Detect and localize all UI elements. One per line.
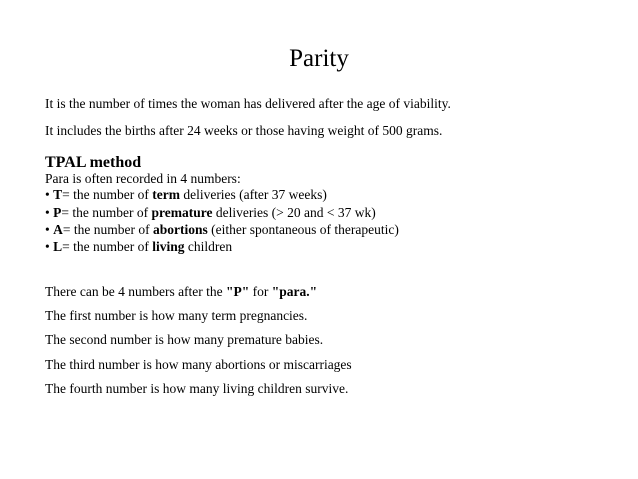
numbers-intro-text: There can be 4 numbers after the [45, 284, 227, 299]
bullet-icon: • [45, 187, 50, 202]
tpal-rest: (either spontaneous of therapeutic) [207, 222, 399, 237]
tpal-item-a [45, 222, 399, 238]
tpal-heading: TPAL method [45, 154, 142, 171]
tpal-term: living [152, 239, 185, 254]
tpal-rest: deliveries (> 20 and < 37 wk) [212, 205, 376, 220]
tpal-key: A [53, 222, 63, 237]
intro-line-2: It includes the births after 24 weeks or those having weight of 500 grams. [45, 123, 443, 138]
numbers-line-2: The second number is how many premature babies. [45, 332, 324, 347]
tpal-item-t [45, 187, 327, 203]
tpal-eq: = the number of [62, 222, 153, 237]
numbers-intro-mid: for [249, 284, 272, 299]
tpal-key: L [53, 239, 63, 254]
tpal-key: T [53, 187, 63, 202]
tpal-rest: deliveries (after 37 weeks) [179, 187, 327, 202]
tpal-eq: = the number of [61, 205, 152, 220]
bullet-icon: • [45, 239, 50, 254]
tpal-eq: = the number of [62, 239, 153, 254]
numbers-line-3: The third number is how many abortions or miscarriages [45, 357, 352, 372]
tpal-term: abortions [152, 222, 208, 237]
tpal-eq: = the number of [62, 187, 153, 202]
numbers-intro-para: "para." [271, 284, 318, 299]
numbers-intro-p: "P" [226, 284, 250, 299]
tpal-item-p [45, 205, 376, 221]
numbers-intro [45, 284, 317, 300]
tpal-term: term [152, 187, 180, 202]
intro-line-1: It is the number of times the woman has delivered after the age of viability. [45, 96, 451, 111]
numbers-line-1: The first number is how many term pregnancies. [45, 308, 308, 323]
tpal-term: premature [151, 205, 213, 220]
bullet-icon: • [45, 205, 50, 220]
slide-title: Parity [289, 45, 349, 72]
bullet-icon: • [45, 222, 50, 237]
tpal-key: P [53, 205, 62, 220]
tpal-item-l [45, 239, 232, 255]
tpal-rest: children [184, 239, 233, 254]
numbers-line-4: The fourth number is how many living children survive. [45, 381, 349, 396]
tpal-lead: Para is often recorded in 4 numbers: [45, 171, 241, 186]
